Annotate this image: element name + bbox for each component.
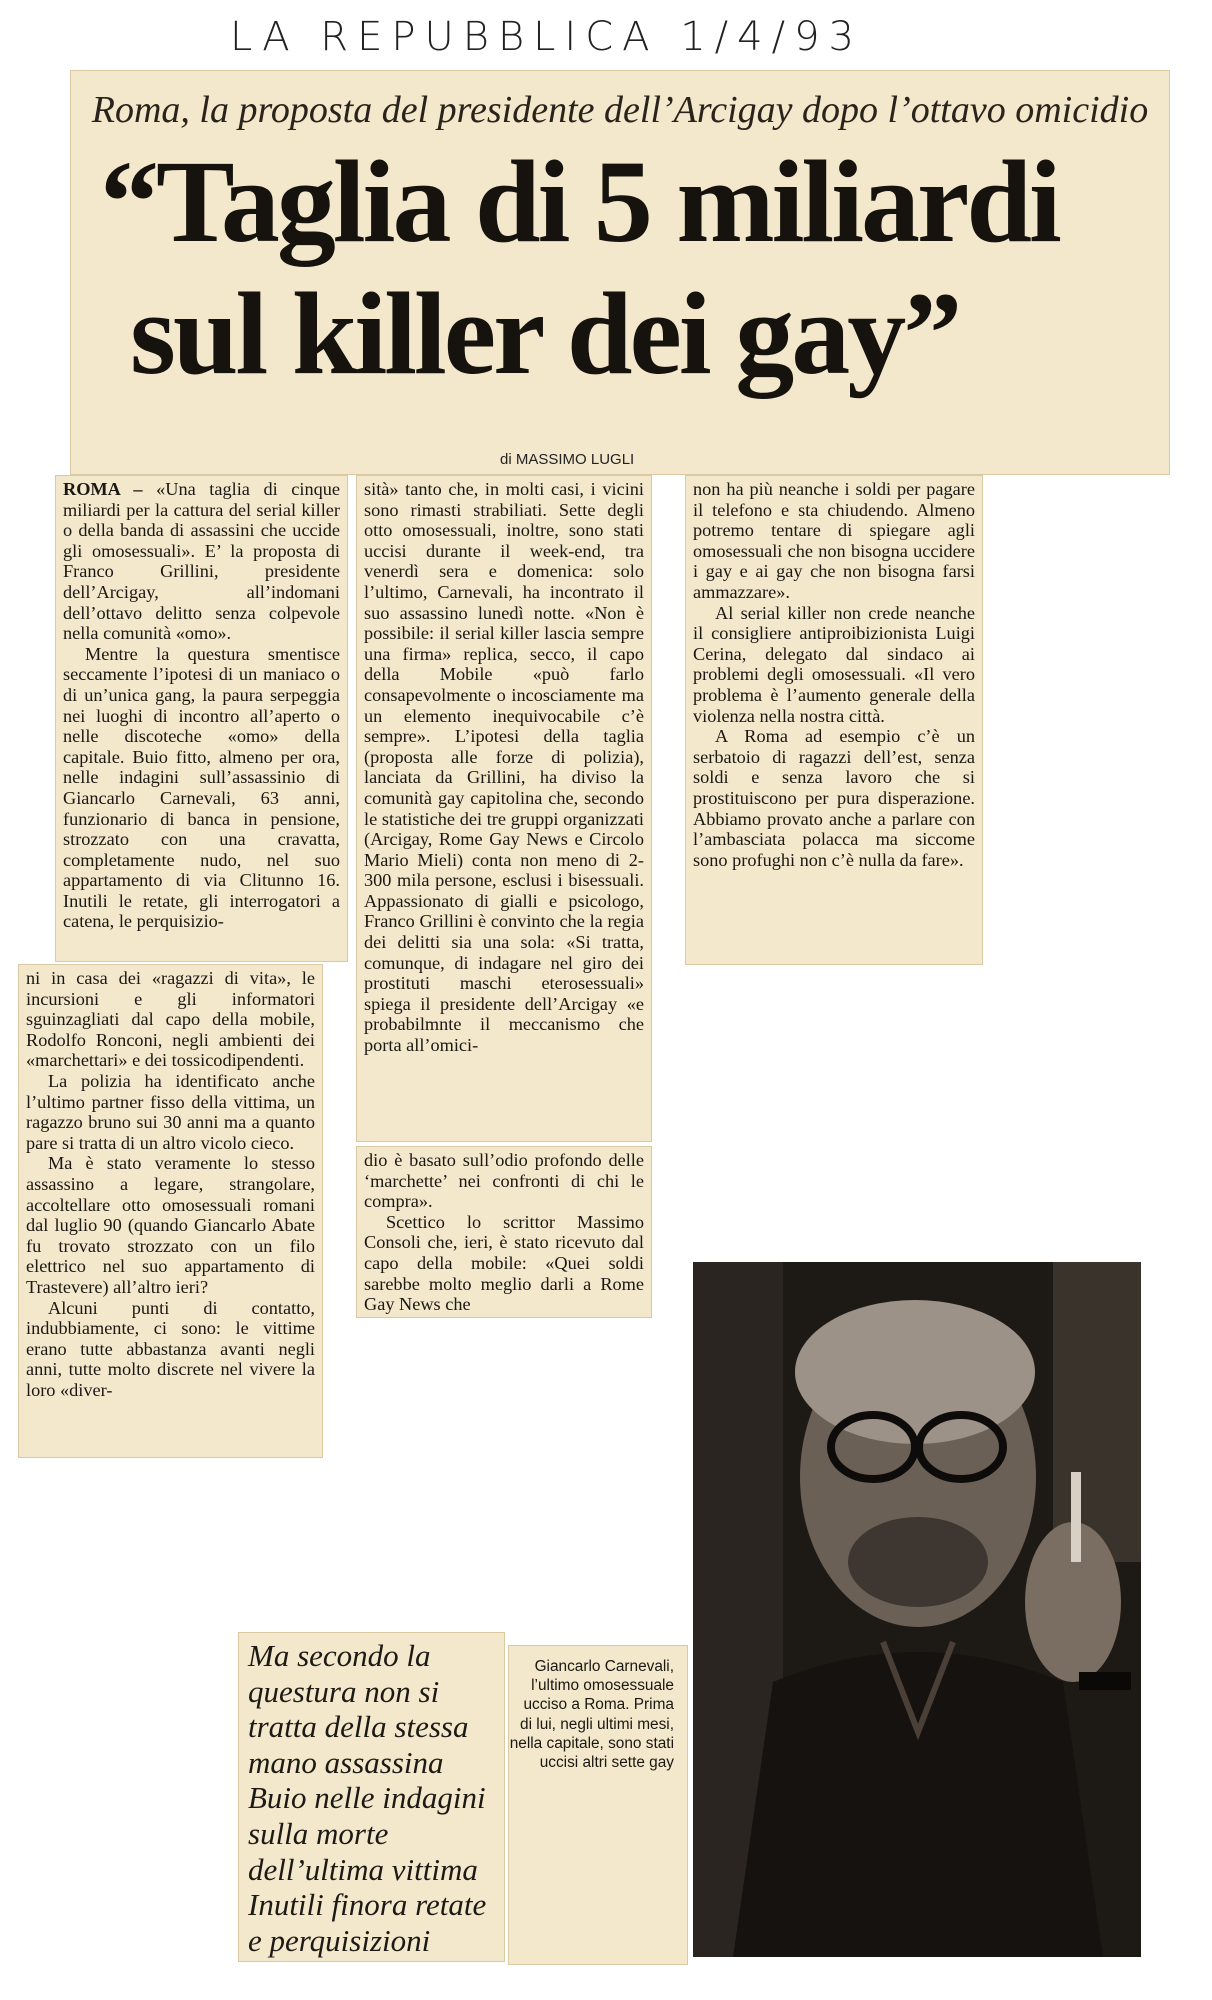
article-paragraph: Mentre la questura smentisce seccamente l’ipotesi di un maniaco o di un’unica gang, la paura serpeggia nei luoghi di incontro all’aperto o nelle discoteche «omo» della capitale. Buio fitto, almeno per ora, nelle indagini sull’assassinio di Giancarlo Carnevali, 63 anni, funzionario di banca in pensione, strozzato con una cravatta, completamente nudo, nel suo appartamento di via Clitunno 16. Inutili le retate, gli interrogatori a catena, le perquisizio- [63,643,340,932]
column-1-top [55,475,348,962]
portrait-photo [693,1262,1141,1957]
article-paragraph: Alcuni punti di contatto, indubbiamente, ci sono: le vittime erano tutte abbastanza avanti negli anni, tutte molto discrete nel vivere la loro «diver- [26,1297,315,1400]
article-paragraph: dio è basato sull’odio profondo delle ‘marchette’ nei confronti di chi le compra». [364,1150,644,1212]
dateline: ROMA – [63,479,157,499]
column-2-top [356,475,652,1142]
kicker: Roma, la proposta del presidente dell’Arcigay dopo l’ottavo omicidio [91,89,1149,131]
column-3 [685,475,983,965]
headline-line-2: sul killer dei gay” [130,268,960,399]
byline: di MASSIMO LUGLI [500,451,635,468]
headline-block [70,70,1170,475]
article-paragraph: Al serial killer non crede neanche il consigliere antiproibizionista Luigi Cerina, delegato dal sindaco ai problemi degli omosessuali. «Il vero problema è l’aumento generale della violenza nella nostra città. [693,602,975,726]
article-paragraph: sità» tanto che, in molti casi, i vicini sono rimasti strabiliati. Sette degli otto omosessuali, inoltre, sono stati uccisi durante il week-end, tra venerdì sera e domenica: solo l’ultimo, Carnevali, ha incontrato il suo assassino lunedì notte. «Non è possibile: il serial killer lascia sempre una firma» replica, secco, il capo della Mobile «può farlo consapevolmente o incosciamente ma un elemento inequivocabile c’è sempre». L’ipotesi della taglia (proposta alle forze di polizia), lanciata da Grillini, ha diviso la comunità gay capitolina che, secondo le statistiche dei tre gruppi organizzati (Arcigay, Rome Gay News e Circolo Mario Mieli) conta non meno di 2-300 mila persone, esclusi i bisessuali. Appassionato di gialli e psicologo, Franco Grillini è convinto che la regia dei delitti sia una sola: «Si tratta, comunque, di indagare nel giro dei prostituti maschi eterosessuali» spiega il presidente dell’Arcigay «e probabilmnte il meccanismo che porta all’omici- [364,479,644,1056]
photo-caption: Giancarlo Carnevali, l’ultimo omosessuale ucciso a Roma. Prima di lui, negli ultimi mesi, nella capitale, sono stati uccisi altri sette gay [508,1645,688,1965]
column-1-bottom [18,964,323,1458]
article-paragraph: A Roma ad esempio c’è un serbatoio di ragazzi dell’est, senza soldi e senza lavoro che si prostituiscono per pura disperazione. Abbiamo provato anche a parlare con l’ambasciata polacca ma siccome sono profughi non c’è nulla da fare». [693,726,975,870]
headline-line-1: “Taglia di 5 miliardi [100,136,1059,267]
article-paragraph: non ha più neanche i soldi per pagare il telefono e sta chiudendo. Almeno potremo tentare di spiegare agli omosessuali che non bisogna uccidere i gay e ai gay che non bisogna farsi ammazzare». [693,479,975,602]
portrait-photo-drawing [693,1262,1141,1957]
article-paragraph: Scettico lo scrittor Massimo Consoli che, ieri, è stato ricevuto dal capo della mobile: «Quei soldi sarebbe molto meglio darli a Rome Gay News che [364,1211,644,1315]
article-paragraph: ni in casa dei «ragazzi di vita», le incursioni e gli informatori sguinzagliati dal capo della mobile, Rodolfo Ronconi, negli ambienti dei «marchettari» e dei tossicodipendenti. [26,968,315,1071]
paragraph-text: «Una taglia di cinque miliardi per la cattura del serial killer o della banda di assassini che uccide gli omosessuali». E’ la proposta di Franco Grillini, presidente dell’Arcigay, all’indomani dell’ottavo delitto senza colpevole nella comunità «omo». [63,479,340,644]
pull-quote: Ma secondo la questura non si tratta della stessa mano assassina Buio nelle indagini sulla morte dell’ultima vittima Inutili finora retate e perquisizioni [238,1632,505,1962]
headline [100,136,1160,400]
handwritten-note: LA REPUBBLICA 1/4/93 [230,14,863,60]
article-paragraph: Ma è stato veramente lo stesso assassino a legare, strangolare, accoltellare otto omosessuali romani dal luglio 90 (quando Giancarlo Abate fu trovato strozzato con un filo elettrico nel suo appartamento di Trastevere) all’altro ieri? [26,1153,315,1297]
column-2-bottom [356,1146,652,1318]
article-paragraph: La polizia ha identificato anche l’ultimo partner fisso della vittima, un ragazzo bruno sui 30 anni ma a quanto pare si tratta di un altro vicolo cieco. [26,1070,315,1153]
article-paragraph [63,479,340,644]
